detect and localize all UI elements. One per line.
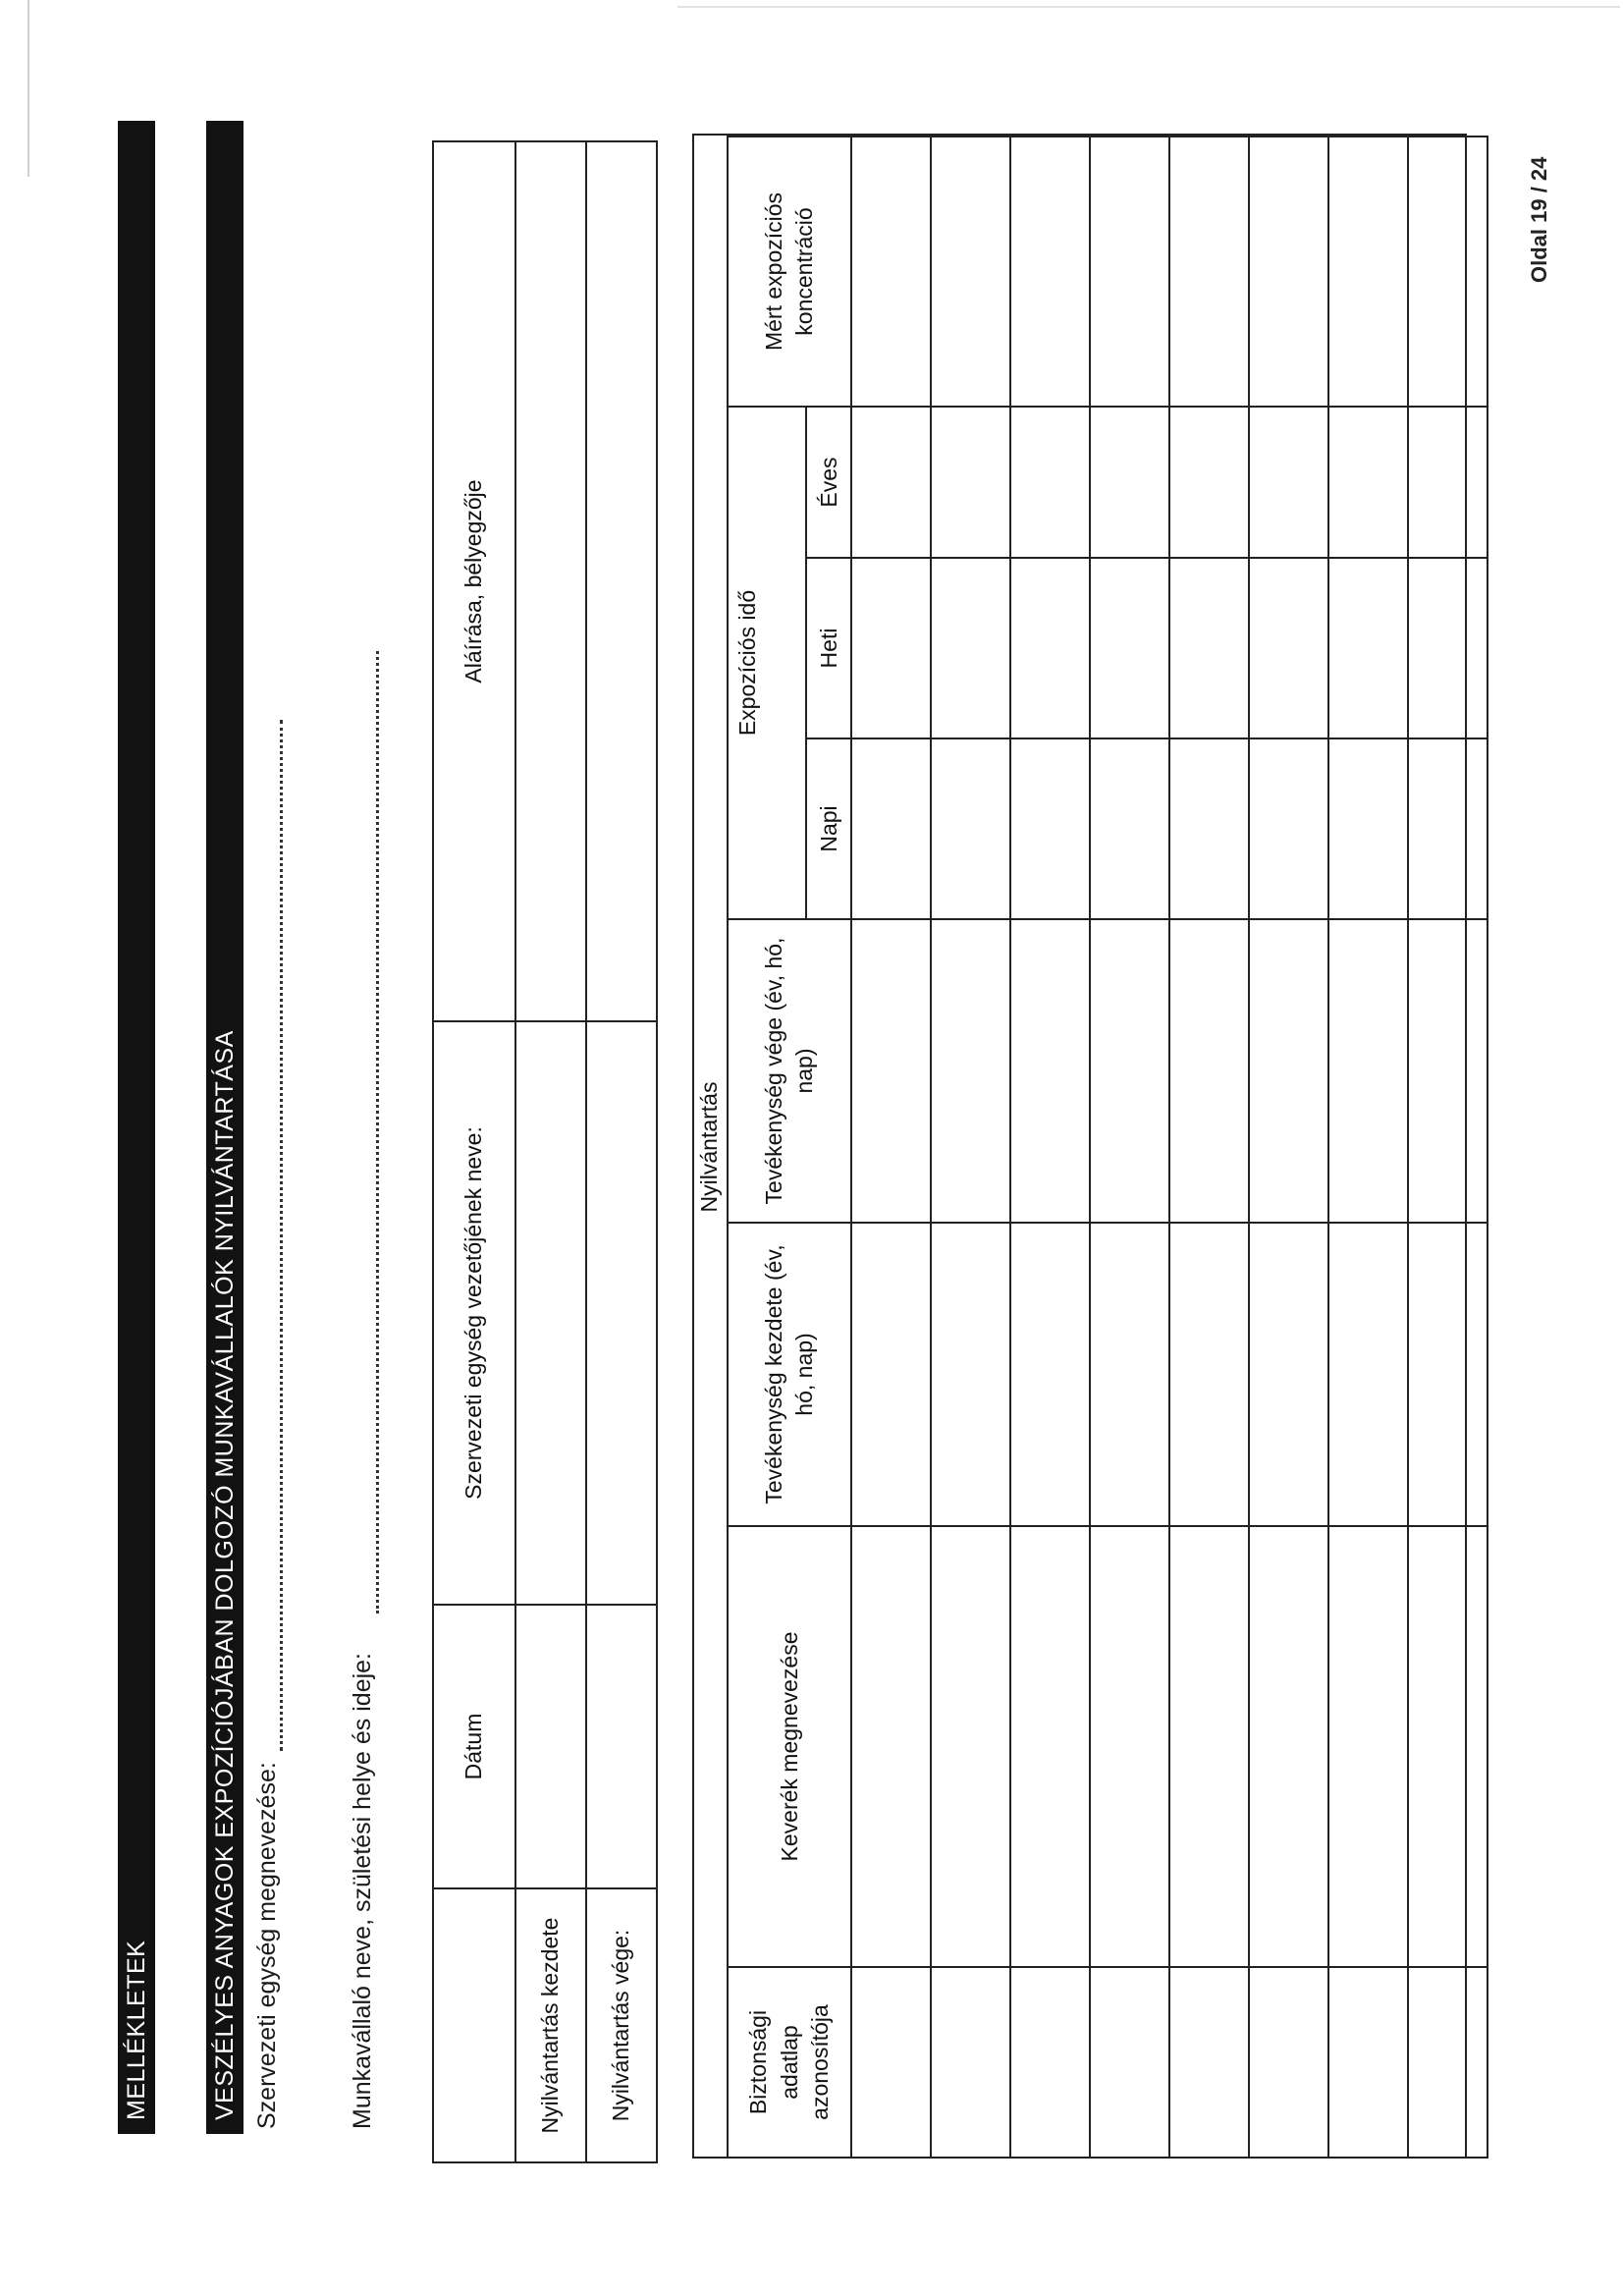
record-cell[interactable] xyxy=(851,1223,931,1526)
record-cell[interactable] xyxy=(1328,919,1408,1223)
section-banner xyxy=(118,121,155,2134)
record-cell[interactable] xyxy=(1169,558,1249,738)
record-cell[interactable] xyxy=(851,407,931,558)
start-signature-cell[interactable] xyxy=(515,141,586,1021)
record-cell[interactable] xyxy=(1090,738,1169,919)
record-cell[interactable] xyxy=(1328,1967,1408,2158)
record-cell[interactable] xyxy=(1090,558,1169,738)
start-manager-cell[interactable] xyxy=(515,1021,586,1605)
record-cell[interactable] xyxy=(1010,1223,1090,1526)
record-cell[interactable] xyxy=(931,558,1010,738)
record-cell[interactable] xyxy=(1328,137,1408,407)
record-cell[interactable] xyxy=(1090,1223,1169,1526)
date-header: Dátum xyxy=(433,1605,515,1888)
register-row-label: Nyilvántartás kezdete xyxy=(515,1888,586,2162)
record-cell[interactable] xyxy=(931,137,1010,407)
record-cell[interactable] xyxy=(1010,558,1090,738)
org-unit-label: Szervezeti egység megnevezése: xyxy=(253,1762,281,2129)
record-cell[interactable] xyxy=(1249,558,1328,738)
record-cell[interactable] xyxy=(1408,1223,1488,1526)
record-cell[interactable] xyxy=(1169,1967,1249,2158)
register-table xyxy=(432,140,658,2163)
record-cell[interactable] xyxy=(1328,1223,1408,1526)
employee-field[interactable] xyxy=(376,651,379,1613)
table-row xyxy=(1328,137,1408,2158)
record-cell[interactable] xyxy=(1328,407,1408,558)
record-cell[interactable] xyxy=(851,919,931,1223)
form-title-banner xyxy=(206,121,243,2134)
record-cell[interactable] xyxy=(931,1967,1010,2158)
record-cell[interactable] xyxy=(1090,137,1169,407)
record-cell[interactable] xyxy=(931,407,1010,558)
section-label: MELLÉKLETEK xyxy=(122,1940,150,2120)
measured-header: Mért expozíciós koncentráció xyxy=(728,137,851,407)
record-cell[interactable] xyxy=(1169,407,1249,558)
register-corner-cell xyxy=(433,1888,515,2162)
records-table xyxy=(692,136,1488,2159)
record-cell[interactable] xyxy=(1328,1526,1408,1967)
record-cell[interactable] xyxy=(1249,919,1328,1223)
record-cell[interactable] xyxy=(1010,407,1090,558)
record-cell[interactable] xyxy=(1010,137,1090,407)
record-cell[interactable] xyxy=(851,1526,931,1967)
record-cell[interactable] xyxy=(1169,137,1249,407)
record-cell[interactable] xyxy=(1169,738,1249,919)
record-cell[interactable] xyxy=(1408,558,1488,738)
yearly-header: Éves xyxy=(806,407,851,558)
table-row xyxy=(1090,137,1169,2158)
record-cell[interactable] xyxy=(851,558,931,738)
weekly-header: Heti xyxy=(806,558,851,738)
record-cell[interactable] xyxy=(931,1223,1010,1526)
table-row xyxy=(586,141,657,2162)
table-row xyxy=(515,141,586,2162)
manager-header: Szervezeti egység vezetőjének neve: xyxy=(433,1021,515,1605)
record-cell[interactable] xyxy=(851,738,931,919)
record-cell[interactable] xyxy=(1408,407,1488,558)
employee-label: Munkavállaló neve, születési helye és ideje: xyxy=(349,1653,376,2129)
record-cell[interactable] xyxy=(1169,1223,1249,1526)
exposure-time-header: Expozíciós idő xyxy=(728,407,767,919)
org-unit-field[interactable] xyxy=(280,720,283,1751)
page-number: Oldal 19 / 24 xyxy=(1527,156,1551,283)
table-row xyxy=(1169,137,1249,2158)
record-cell[interactable] xyxy=(1010,738,1090,919)
sds-id-header: Biztonsági adatlap azonosítója xyxy=(728,1967,851,2158)
record-cell[interactable] xyxy=(931,919,1010,1223)
record-cell[interactable] xyxy=(1169,1526,1249,1967)
mixture-header: Keverék megnevezése xyxy=(728,1526,851,1967)
record-cell[interactable] xyxy=(1010,1526,1090,1967)
record-cell[interactable] xyxy=(1090,407,1169,558)
end-date-cell[interactable] xyxy=(586,1605,657,1888)
record-cell[interactable] xyxy=(1249,1526,1328,1967)
record-cell[interactable] xyxy=(1090,919,1169,1223)
activity-start-header: Tevékenység kezdete (év, hó, nap) xyxy=(728,1223,851,1526)
record-cell[interactable] xyxy=(1249,738,1328,919)
record-cell[interactable] xyxy=(1408,1526,1488,1967)
record-cell[interactable] xyxy=(1328,558,1408,738)
record-cell[interactable] xyxy=(1408,137,1488,407)
signature-header: Aláírása, bélyegzője xyxy=(433,141,515,1021)
record-cell[interactable] xyxy=(851,137,931,407)
record-cell[interactable] xyxy=(1010,1967,1090,2158)
record-cell[interactable] xyxy=(851,1967,931,2158)
register-row-label: Nyilvántartás vége: xyxy=(586,1888,657,2162)
activity-end-header: Tevékenység vége (év, hó, nap) xyxy=(728,919,851,1223)
record-cell[interactable] xyxy=(1249,137,1328,407)
record-cell[interactable] xyxy=(1090,1526,1169,1967)
end-signature-cell[interactable] xyxy=(586,141,657,1021)
records-caption: Nyilvántartás xyxy=(692,137,728,2158)
table-row xyxy=(851,137,931,2158)
record-cell[interactable] xyxy=(931,738,1010,919)
record-cell[interactable] xyxy=(1249,1967,1328,2158)
daily-header: Napi xyxy=(806,738,851,919)
record-cell[interactable] xyxy=(1408,1967,1488,2158)
record-cell[interactable] xyxy=(1090,1967,1169,2158)
table-row xyxy=(1010,137,1090,2158)
form-title: VESZÉLYES ANYAGOK EXPOZÍCIÓJÁBAN DOLGOZÓ MUNKAVÁLLALÓK NYILVÁNTARTÁSA xyxy=(210,1030,239,2120)
record-cell[interactable] xyxy=(1010,919,1090,1223)
start-date-cell[interactable] xyxy=(515,1605,586,1888)
record-cell[interactable] xyxy=(1249,407,1328,558)
table-row xyxy=(931,137,1010,2158)
table-row xyxy=(1408,137,1488,2158)
record-cell[interactable] xyxy=(931,1526,1010,1967)
record-cell[interactable] xyxy=(1328,738,1408,919)
record-cell[interactable] xyxy=(1408,738,1488,919)
record-cell[interactable] xyxy=(1408,919,1488,1223)
end-manager-cell[interactable] xyxy=(586,1021,657,1605)
table-row xyxy=(1249,137,1328,2158)
record-cell[interactable] xyxy=(1249,1223,1328,1526)
record-cell[interactable] xyxy=(1169,919,1249,1223)
